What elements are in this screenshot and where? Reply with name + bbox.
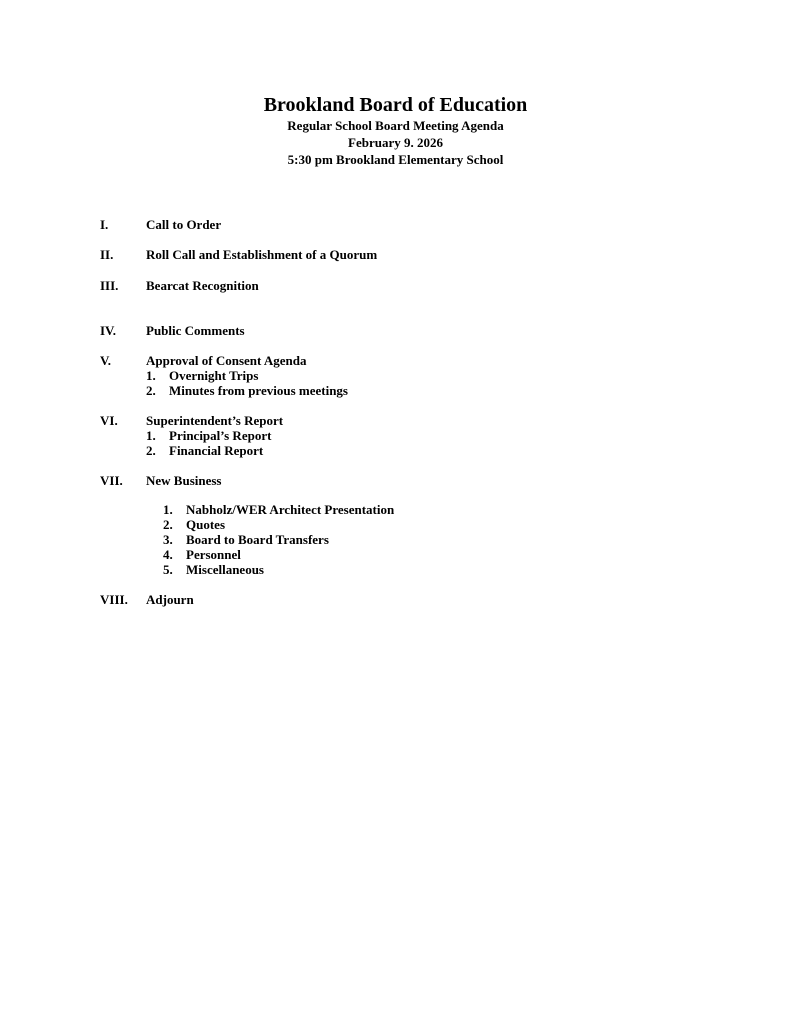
agenda-item-number: III. — [100, 278, 119, 293]
document-subtitle: Regular School Board Meeting Agenda — [287, 118, 504, 133]
agenda-subitem-number: 3. — [163, 532, 173, 547]
meeting-time-location: 5:30 pm Brookland Elementary School — [287, 152, 504, 167]
document-title: Brookland Board of Education — [263, 94, 528, 116]
agenda-subitem-label: Miscellaneous — [186, 562, 264, 577]
agenda-subitem-label: Nabholz/WER Architect Presentation — [186, 502, 395, 517]
agenda-subitem-number: 1. — [146, 368, 156, 383]
agenda-subitem-number: 1. — [146, 428, 156, 443]
agenda-item-number: V. — [100, 353, 111, 368]
agenda-subitem-number: 4. — [163, 547, 173, 562]
agenda-item-label: Superintendent’s Report — [146, 413, 284, 428]
agenda-item-number: VIII. — [100, 592, 128, 607]
agenda-item-number: VI. — [100, 413, 118, 428]
agenda-item-number: IV. — [100, 323, 117, 338]
agenda-item-label: Roll Call and Establishment of a Quorum — [146, 247, 378, 262]
agenda-subitem-number: 1. — [163, 502, 173, 517]
agenda-item-number: I. — [100, 217, 109, 232]
agenda-subitem-label: Minutes from previous meetings — [169, 383, 348, 398]
agenda-item-label: Call to Order — [146, 217, 222, 232]
agenda-item-number: VII. — [100, 473, 123, 488]
agenda-item-label: New Business — [146, 473, 222, 488]
agenda-item-label: Bearcat Recognition — [146, 278, 259, 293]
agenda-subitem-label: Personnel — [186, 547, 241, 562]
agenda-subitem-label: Overnight Trips — [169, 368, 259, 383]
agenda-subitem-label: Financial Report — [169, 443, 264, 458]
agenda-item-label: Approval of Consent Agenda — [146, 353, 307, 368]
agenda-subitem-label: Principal’s Report — [169, 428, 272, 443]
agenda-subitem-number: 5. — [163, 562, 173, 577]
agenda-subitem-label: Quotes — [186, 517, 225, 532]
agenda-subitem-number: 2. — [146, 443, 156, 458]
agenda-subitem-number: 2. — [163, 517, 173, 532]
agenda-item-number: II. — [100, 247, 114, 262]
agenda-item-label: Public Comments — [146, 323, 245, 338]
agenda-item-label: Adjourn — [146, 592, 194, 607]
meeting-date: February 9. 2026 — [348, 135, 443, 150]
agenda-subitem-number: 2. — [146, 383, 156, 398]
agenda-subitem-label: Board to Board Transfers — [186, 532, 329, 547]
